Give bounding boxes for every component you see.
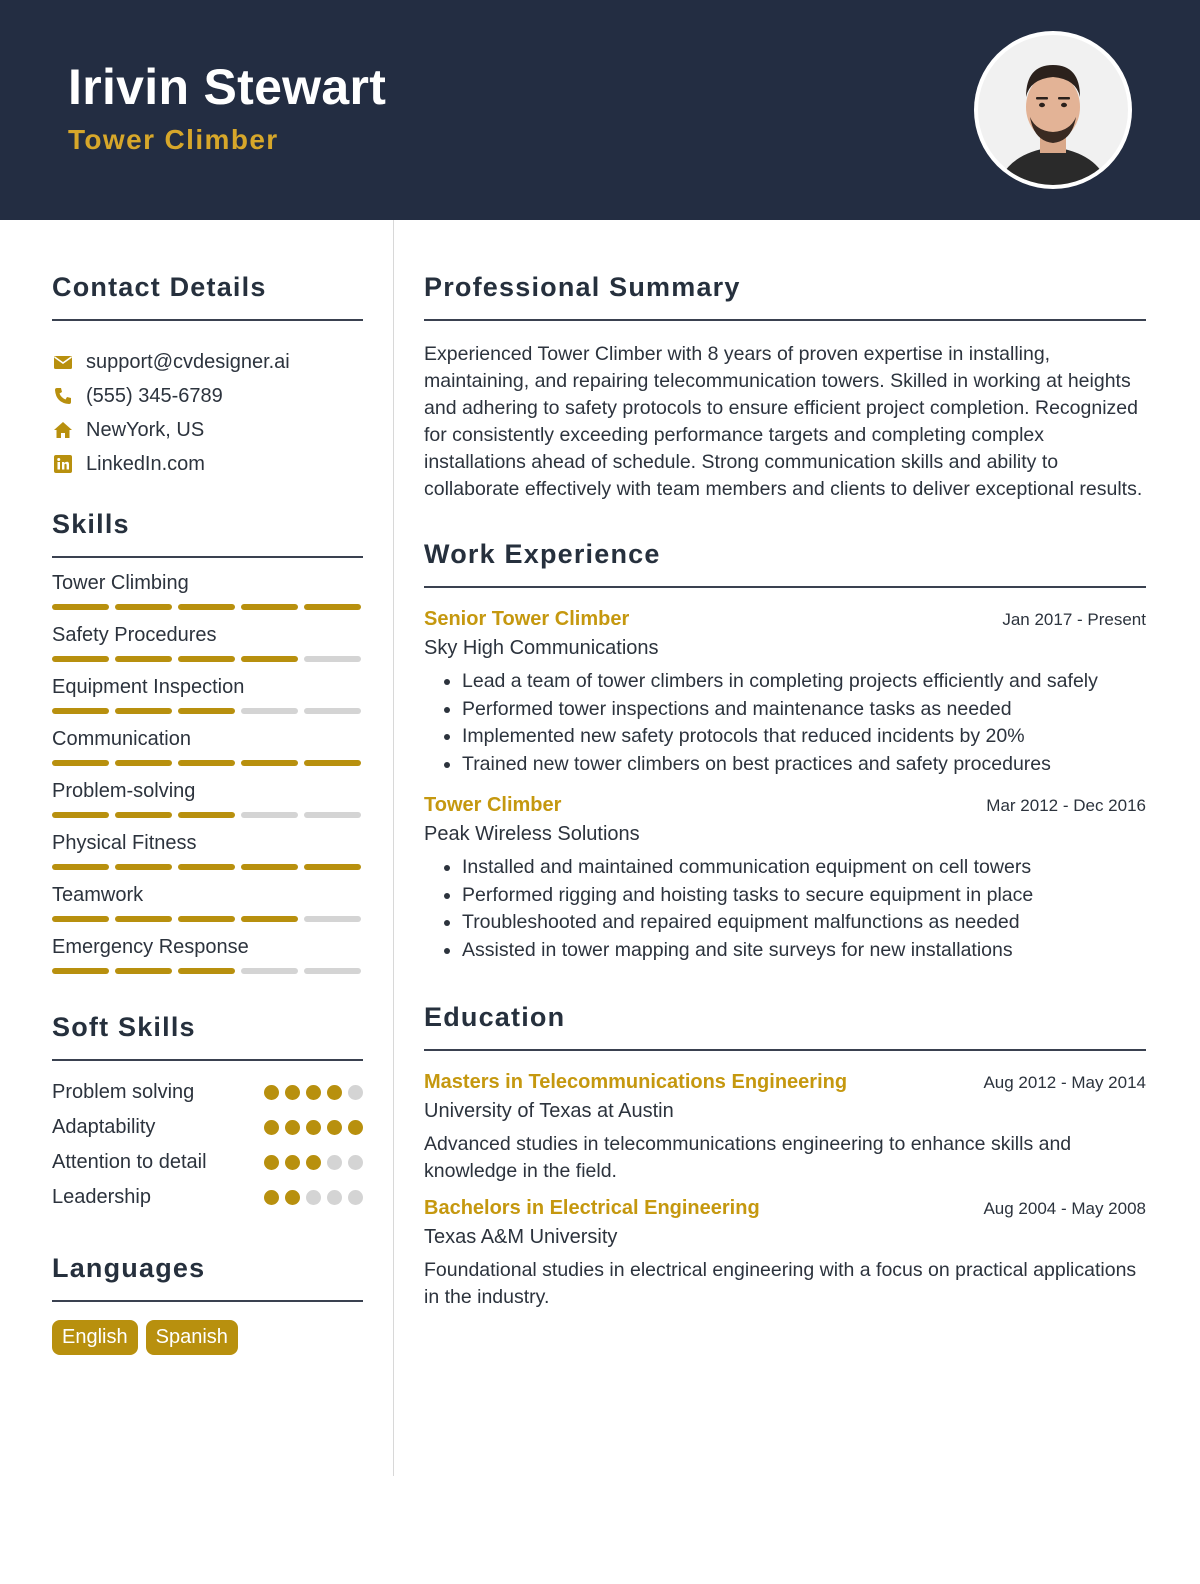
resume-header: [0, 0, 1200, 220]
skill-level-segment: [304, 656, 361, 662]
rating-dot: [285, 1085, 300, 1100]
soft-skill-name: Leadership: [52, 1186, 151, 1208]
rating-dot: [306, 1155, 321, 1170]
skill-level-segment: [304, 604, 361, 610]
skills-list: [52, 570, 363, 974]
skill-item: [52, 726, 363, 766]
section-rule: [52, 1300, 363, 1302]
skill-level-segment: [178, 604, 235, 610]
skill-level-segment: [241, 968, 298, 974]
skill-level-bar: [52, 656, 363, 662]
skill-level-segment: [115, 812, 172, 818]
skill-level-bar: [52, 604, 363, 610]
rating-dot: [348, 1120, 363, 1135]
education-section: [424, 1002, 1146, 1311]
contact-list: [52, 345, 363, 481]
skill-item: [52, 830, 363, 870]
soft-skill-item: [52, 1075, 363, 1110]
skill-name: Equipment Inspection: [52, 676, 245, 698]
skill-level-bar: [52, 760, 363, 766]
skill-level-segment: [52, 812, 109, 818]
soft-skill-item: [52, 1145, 363, 1180]
job-date: Mar 2012 - Dec 2016: [986, 796, 1146, 815]
skill-level-segment: [178, 812, 235, 818]
soft-skill-name: Attention to detail: [52, 1151, 207, 1173]
contact-section: [52, 272, 363, 481]
list-item: • Trained new tower climbers on best practices and safety procedures: [462, 751, 1146, 779]
job-company: Peak Wireless Solutions: [424, 823, 640, 845]
skill-level-segment: [115, 760, 172, 766]
skill-level-segment: [52, 656, 109, 662]
rating-dot: [306, 1085, 321, 1100]
skill-item: [52, 778, 363, 818]
job-date: Jan 2017 - Present: [1002, 610, 1146, 629]
skills-section: [52, 509, 363, 974]
skill-level-bar: [52, 708, 363, 714]
rating-dot: [306, 1190, 321, 1205]
candidate-title: Tower Climber: [68, 124, 279, 155]
soft-skill-item: [52, 1180, 363, 1215]
skill-level-segment: [52, 916, 109, 922]
education-entry: [424, 1197, 1146, 1311]
skill-item: [52, 622, 363, 662]
skill-level-segment: [52, 864, 109, 870]
soft-skill-name: Problem solving: [52, 1081, 195, 1103]
soft-skills-section: [52, 1012, 363, 1215]
skill-level-bar: [52, 916, 363, 922]
skill-level-bar: [52, 864, 363, 870]
skill-level-segment: [115, 864, 172, 870]
job-entry: [424, 794, 1146, 964]
section-rule: [52, 556, 363, 558]
skill-level-segment: [241, 604, 298, 610]
school-name: Texas A&M University: [424, 1226, 618, 1248]
languages-list: [52, 1320, 363, 1355]
skill-level-bar: [52, 968, 363, 974]
section-rule: [52, 1059, 363, 1061]
soft-skill-name: Adaptability: [52, 1116, 156, 1138]
soft-skill-rating: [264, 1155, 363, 1170]
skill-level-segment: [115, 968, 172, 974]
rating-dot: [306, 1120, 321, 1135]
skill-level-segment: [241, 916, 298, 922]
skill-level-segment: [178, 864, 235, 870]
education-entry: [424, 1071, 1146, 1185]
skill-name: Tower Climbing: [52, 572, 189, 594]
section-rule: [424, 1049, 1146, 1051]
list-item: • Performed tower inspections and maintenance tasks as needed: [462, 696, 1146, 724]
section-rule: [424, 319, 1146, 321]
skill-level-segment: [304, 812, 361, 818]
school-name: University of Texas at Austin: [424, 1100, 674, 1122]
skill-name: Safety Procedures: [52, 624, 217, 646]
education-date: Aug 2012 - May 2014: [983, 1073, 1146, 1092]
right-column: [424, 220, 1146, 1311]
summary-section: [424, 272, 1146, 503]
rating-dot: [327, 1155, 342, 1170]
job-entry: [424, 608, 1146, 778]
skill-level-segment: [241, 864, 298, 870]
education-description: Advanced studies in telecommunications engineering to enhance skills and knowledge in the field.: [424, 1133, 1072, 1182]
language-badge: English: [52, 1320, 138, 1355]
list-item: • Performed rigging and hoisting tasks to secure equipment in place: [462, 882, 1146, 910]
skill-name: Teamwork: [52, 884, 144, 906]
skill-name: Communication: [52, 728, 191, 750]
skill-level-segment: [304, 916, 361, 922]
skill-level-segment: [178, 760, 235, 766]
rating-dot: [348, 1190, 363, 1205]
list-item: • Troubleshooted and repaired equipment malfunctions as needed: [462, 909, 1146, 937]
job-role: Tower Climber: [424, 794, 562, 816]
rating-dot: [327, 1085, 342, 1100]
rating-dot: [264, 1120, 279, 1135]
skill-level-segment: [304, 968, 361, 974]
section-rule: [52, 319, 363, 321]
contact-phone[interactable]: [52, 379, 363, 413]
skill-level-segment: [241, 812, 298, 818]
candidate-name: Irivin Stewart: [68, 59, 387, 115]
rating-dot: [348, 1085, 363, 1100]
skill-level-segment: [178, 656, 235, 662]
phone-icon: [52, 385, 74, 407]
rating-dot: [264, 1190, 279, 1205]
skill-level-segment: [52, 604, 109, 610]
degree-name: Masters in Telecommunications Engineering: [424, 1071, 848, 1093]
skill-level-segment: [304, 760, 361, 766]
skill-level-segment: [52, 708, 109, 714]
contact-heading: Contact Details: [52, 272, 267, 302]
skill-level-segment: [115, 656, 172, 662]
skill-name: Emergency Response: [52, 936, 249, 958]
list-item: • Installed and maintained communication equipment on cell towers: [462, 854, 1146, 882]
skill-item: [52, 570, 363, 610]
skill-level-segment: [304, 864, 361, 870]
contact-email[interactable]: [52, 345, 363, 379]
skill-level-segment: [115, 916, 172, 922]
rating-dot: [285, 1190, 300, 1205]
rating-dot: [285, 1120, 300, 1135]
contact-linkedin[interactable]: [52, 447, 363, 481]
skill-level-segment: [115, 604, 172, 610]
skill-level-segment: [241, 656, 298, 662]
skill-level-segment: [115, 708, 172, 714]
list-item: • Implemented new safety protocols that reduced incidents by 20%: [462, 723, 1146, 751]
job-bullets: [424, 854, 1146, 964]
linkedin-icon: [52, 453, 74, 475]
home-icon: [52, 419, 74, 441]
contact-email-text: support@cvdesigner.ai: [86, 350, 290, 373]
soft-skill-rating: [264, 1190, 363, 1205]
languages-heading: Languages: [52, 1253, 206, 1283]
rating-dot: [327, 1120, 342, 1135]
profile-photo: [978, 35, 1128, 185]
job-role: Senior Tower Climber: [424, 608, 630, 630]
skill-level-segment: [52, 760, 109, 766]
skill-level-segment: [241, 708, 298, 714]
education-heading: Education: [424, 1002, 566, 1032]
soft-skills-list: [52, 1075, 363, 1215]
rating-dot: [327, 1190, 342, 1205]
skill-level-segment: [178, 708, 235, 714]
skill-level-segment: [241, 760, 298, 766]
soft-skill-rating: [264, 1085, 363, 1100]
skill-level-segment: [304, 708, 361, 714]
soft-skill-item: [52, 1110, 363, 1145]
skill-level-segment: [178, 916, 235, 922]
rating-dot: [264, 1085, 279, 1100]
skill-level-bar: [52, 812, 363, 818]
summary-heading: Professional Summary: [424, 272, 741, 302]
rating-dot: [285, 1155, 300, 1170]
skill-item: [52, 934, 363, 974]
languages-section: [52, 1253, 363, 1355]
skills-heading: Skills: [52, 509, 130, 539]
contact-location-text: NewYork, US: [86, 418, 205, 441]
soft-skill-rating: [264, 1120, 363, 1135]
soft-skills-heading: Soft Skills: [52, 1012, 196, 1042]
skill-name: Physical Fitness: [52, 832, 197, 854]
language-badge: Spanish: [146, 1320, 238, 1355]
list-item: • Assisted in tower mapping and site surveys for new installations: [462, 937, 1146, 965]
skill-level-segment: [52, 968, 109, 974]
contact-linkedin-text: LinkedIn.com: [86, 452, 205, 475]
job-bullets: [424, 668, 1146, 778]
skill-item: [52, 674, 363, 714]
job-company: Sky High Communications: [424, 637, 659, 659]
experience-heading: Work Experience: [424, 539, 661, 569]
skill-item: [52, 882, 363, 922]
experience-section: [424, 539, 1146, 964]
contact-phone-text: (555) 345-6789: [86, 384, 223, 407]
rating-dot: [264, 1155, 279, 1170]
contact-location: [52, 413, 363, 447]
rating-dot: [348, 1155, 363, 1170]
left-column: [52, 220, 363, 1355]
skill-level-segment: [178, 968, 235, 974]
column-divider: [393, 220, 394, 1476]
section-rule: [424, 586, 1146, 588]
education-date: Aug 2004 - May 2008: [983, 1199, 1146, 1218]
avatar: [974, 31, 1132, 189]
envelope-icon: [52, 351, 74, 373]
education-description: Foundational studies in electrical engineering with a focus on practical applications in the industry.: [424, 1259, 1137, 1308]
skill-name: Problem-solving: [52, 780, 196, 802]
summary-text: Experienced Tower Climber with 8 years of proven expertise in installing, maintaining, and repairing telecommunication towers. Skilled in working at heights and adhering to safety protocols to ensure efficient project completion. Recognized for consistently exceeding performance targets and completing complex installations ahead of schedule. Strong communication skills and ability to collaborate effectively with team members and clients to deliver exceptional results.: [424, 343, 1143, 500]
degree-name: Bachelors in Electrical Engineering: [424, 1197, 760, 1219]
list-item: • Lead a team of tower climbers in completing projects efficiently and safely: [462, 668, 1146, 696]
